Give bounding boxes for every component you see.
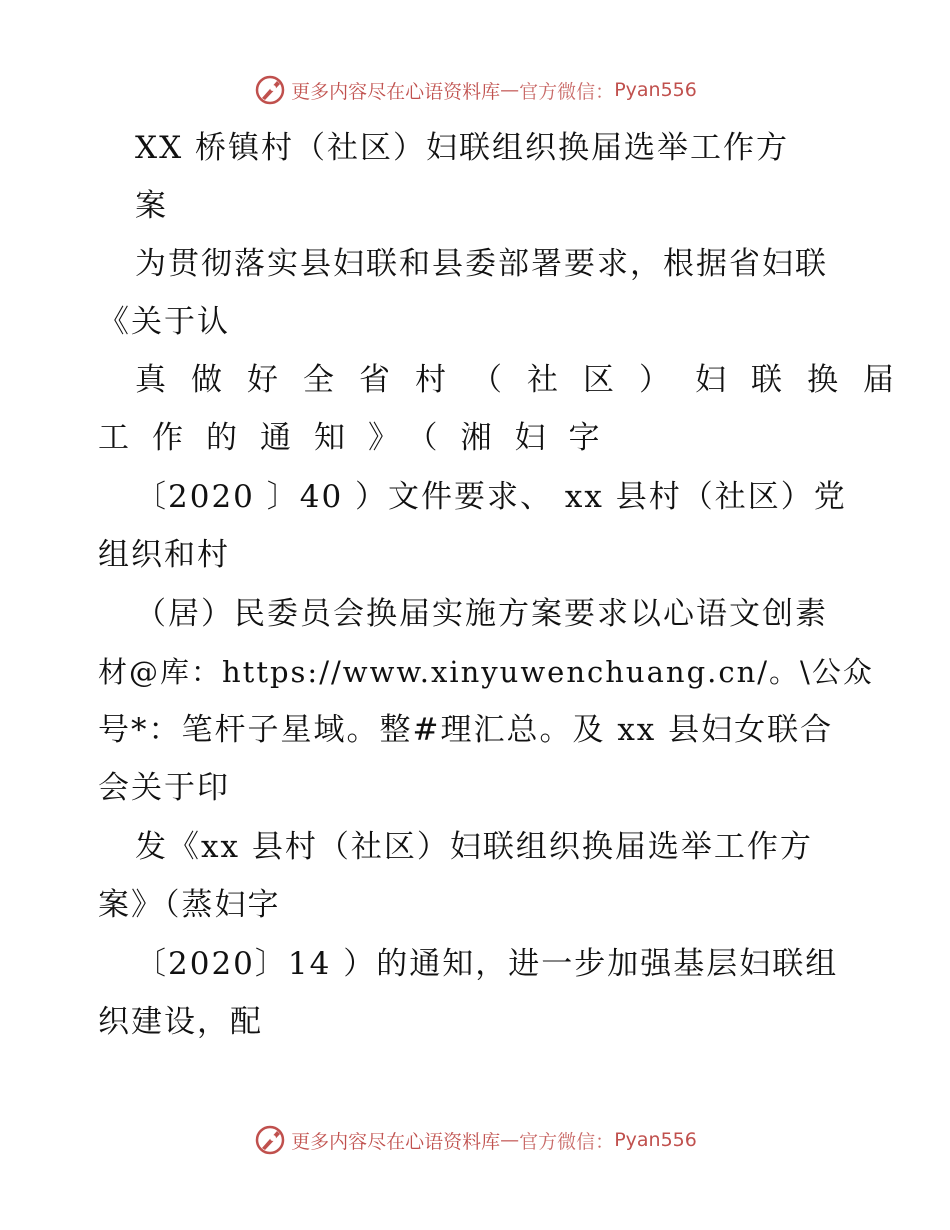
document-title-line-2: 案 xyxy=(135,188,168,224)
paragraph-line: 材@库：https://www.xinyuwenchuang.cn/。\公众 xyxy=(98,655,874,689)
paragraph-line: 织建设，配 xyxy=(98,1004,263,1040)
watermark-separator: — xyxy=(500,79,520,101)
document-title-line-1: XX 桥镇村（社区）妇联组织换届选举工作方 xyxy=(135,130,789,166)
paragraph-line: 真做好全省村（社区）妇联换届 xyxy=(135,362,919,398)
watermark-wechat-id: Pyan556 xyxy=(614,79,697,101)
watermark-official-label: 官方微信： xyxy=(519,1130,615,1153)
paragraph-line: 《关于认 xyxy=(98,304,230,340)
watermark-text: 更多内容尽在心语资料库 xyxy=(291,80,501,103)
paragraph-line: 为贯彻落实县妇联和县委部署要求，根据省妇联 xyxy=(135,246,828,282)
watermark-wechat-id: Pyan556 xyxy=(614,1129,697,1151)
paragraph-line: 组织和村 xyxy=(98,537,230,573)
paragraph-line: 会关于印 xyxy=(98,770,230,806)
header-watermark xyxy=(0,70,950,110)
quill-circle-logo-icon xyxy=(253,73,287,107)
paragraph-line: 工作的通知》（湘妇字 xyxy=(98,420,623,456)
paragraph-line: 案》（蒸妇字 xyxy=(98,887,281,923)
footer-watermark xyxy=(0,1120,950,1160)
paragraph-line: （居）民委员会换届实施方案要求以心语文创素 xyxy=(135,596,828,632)
paragraph-line: 〔2020 〕40 ）文件要求、 xx 县村（社区）党 xyxy=(135,479,847,515)
watermark-official-label: 官方微信： xyxy=(519,80,615,103)
paragraph-line: 号*：笔杆子星域。整#理汇总。及 xx 县妇女联合 xyxy=(98,712,834,748)
quill-circle-logo-icon xyxy=(253,1123,287,1157)
paragraph-line: 〔2020〕14 ）的通知，进一步加强基层妇联组 xyxy=(135,946,839,982)
paragraph-line: 发《xx 县村（社区）妇联组织换届选举工作方 xyxy=(135,829,813,865)
watermark-separator: — xyxy=(500,1129,520,1151)
watermark-text: 更多内容尽在心语资料库 xyxy=(291,1130,501,1153)
